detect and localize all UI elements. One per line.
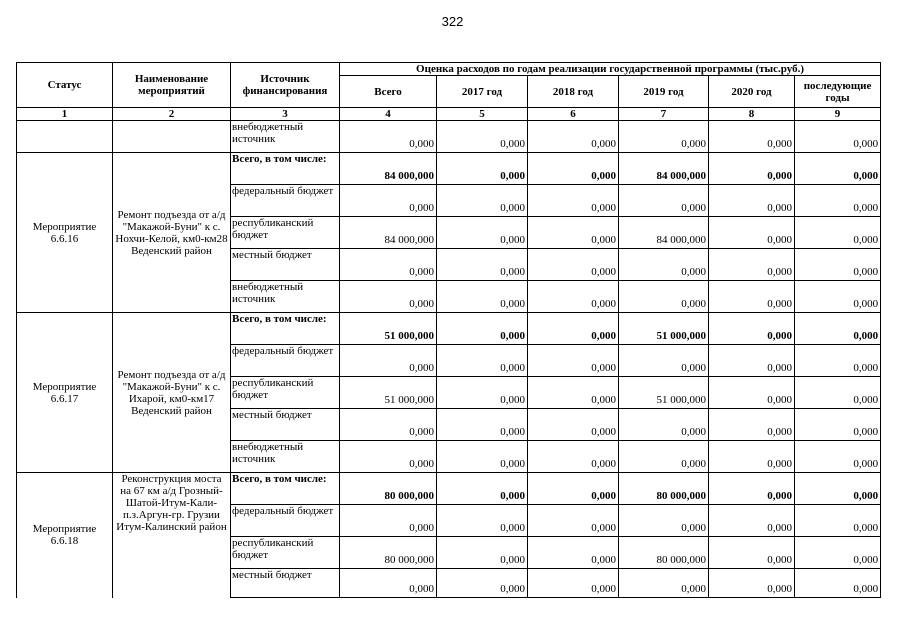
value-cell: 0,000 [619,409,709,441]
value-cell: 84 000,000 [619,153,709,185]
value-cell: 0,000 [795,217,881,249]
table-row [17,473,881,505]
source-cell: местный бюджет [231,249,340,281]
value-cell: 0,000 [437,537,528,569]
header-source: Источник финансирования [231,63,340,108]
source-cell: республиканский бюджет [231,377,340,409]
source-cell: республиканский бюджет [231,217,340,249]
value-cell: 0,000 [795,281,881,313]
value-cell: 0,000 [795,441,881,473]
value-cell: 0,000 [795,249,881,281]
value-cell: 0,000 [528,569,619,598]
value-cell: 0,000 [619,569,709,598]
value-cell: 0,000 [340,281,437,313]
value-cell: 0,000 [795,569,881,598]
source-cell: внебюджетный источник [231,441,340,473]
column-number: 5 [437,108,528,121]
status-cell: Мероприятие 6.6.16 [17,153,113,313]
value-cell: 0,000 [709,249,795,281]
source-cell: внебюджетный источник [231,281,340,313]
source-cell: Всего, в том числе: [231,473,340,505]
value-cell: 0,000 [619,505,709,537]
column-number: 1 [17,108,113,121]
value-cell: 0,000 [528,185,619,217]
value-cell: 0,000 [709,121,795,153]
value-cell: 0,000 [437,217,528,249]
value-cell: 0,000 [340,185,437,217]
value-cell: 0,000 [619,185,709,217]
value-cell: 0,000 [619,345,709,377]
source-cell: республиканский бюджет [231,537,340,569]
header-status: Статус [17,63,113,108]
value-cell: 51 000,000 [340,313,437,345]
value-cell: 0,000 [340,569,437,598]
value-cell: 0,000 [437,505,528,537]
value-cell: 0,000 [528,505,619,537]
value-cell: 0,000 [340,249,437,281]
value-cell: 0,000 [795,505,881,537]
value-cell: 0,000 [437,569,528,598]
column-number: 3 [231,108,340,121]
source-cell: Всего, в том числе: [231,153,340,185]
value-cell: 0,000 [528,473,619,505]
value-cell: 0,000 [709,345,795,377]
value-cell: 0,000 [528,249,619,281]
value-cell: 51 000,000 [340,377,437,409]
value-cell: 0,000 [795,409,881,441]
header-2017: 2017 год [437,76,528,108]
value-cell: 0,000 [795,537,881,569]
value-cell: 0,000 [709,377,795,409]
value-cell: 0,000 [709,409,795,441]
value-cell: 0,000 [528,377,619,409]
value-cell: 0,000 [709,217,795,249]
value-cell: 0,000 [340,345,437,377]
source-cell: местный бюджет [231,409,340,441]
value-cell: 0,000 [795,313,881,345]
column-number: 6 [528,108,619,121]
header-later-years: последующие годы [795,76,881,108]
value-cell: 80 000,000 [619,473,709,505]
value-cell: 0,000 [528,121,619,153]
value-cell: 0,000 [709,505,795,537]
event-name-cell: Реконструкция моста на 67 км а/д Грозный-Шатой-Итум-Кали-п.з.Аргун-гр. Грузии Итум-Калинский район [113,473,231,598]
value-cell: 0,000 [709,185,795,217]
value-cell: 0,000 [528,537,619,569]
value-cell: 0,000 [528,345,619,377]
value-cell: 0,000 [528,409,619,441]
value-cell: 0,000 [437,345,528,377]
value-cell: 0,000 [528,217,619,249]
value-cell: 0,000 [437,441,528,473]
value-cell: 51 000,000 [619,377,709,409]
value-cell: 0,000 [709,441,795,473]
column-number: 4 [340,108,437,121]
header-total: Всего [340,76,437,108]
event-name-cell: Ремонт подъезда от а/д "Макажой-Буни" к с. Ихарой, км0-км17 Веденский район [113,313,231,473]
value-cell: 0,000 [437,313,528,345]
value-cell: 80 000,000 [619,537,709,569]
value-cell: 0,000 [795,345,881,377]
event-name-cell: Ремонт подъезда от а/д "Макажой-Буни" к с. Нохчи-Келой, км0-км28 Веденский район [113,153,231,313]
value-cell: 0,000 [528,441,619,473]
value-cell: 0,000 [340,121,437,153]
source-cell: федеральный бюджет [231,345,340,377]
value-cell: 0,000 [437,249,528,281]
header-name: Наименование мероприятий [113,63,231,108]
column-number: 7 [619,108,709,121]
page-number: 322 [441,14,464,29]
header-estimate: Оценка расходов по годам реализации государственной программы (тыс.руб.) [340,63,881,76]
value-cell: 84 000,000 [340,153,437,185]
value-cell: 0,000 [619,281,709,313]
column-number: 8 [709,108,795,121]
value-cell: 0,000 [437,281,528,313]
value-cell: 0,000 [437,121,528,153]
value-cell: 0,000 [619,121,709,153]
value-cell: 0,000 [795,377,881,409]
value-cell: 0,000 [709,473,795,505]
value-cell: 0,000 [437,153,528,185]
value-cell: 0,000 [437,473,528,505]
value-cell: 0,000 [795,473,881,505]
value-cell: 0,000 [619,249,709,281]
value-cell: 0,000 [528,281,619,313]
value-cell: 0,000 [340,441,437,473]
value-cell: 80 000,000 [340,473,437,505]
column-number: 9 [795,108,881,121]
header-2020: 2020 год [709,76,795,108]
value-cell: 0,000 [795,153,881,185]
value-cell: 84 000,000 [619,217,709,249]
name-cell [113,121,231,153]
value-cell: 0,000 [437,409,528,441]
value-cell: 0,000 [528,153,619,185]
status-cell: Мероприятие 6.6.17 [17,313,113,473]
table-row [17,121,881,153]
value-cell: 51 000,000 [619,313,709,345]
status-cell [17,121,113,153]
source-cell: внебюджетный источник [231,121,340,153]
source-cell: федеральный бюджет [231,505,340,537]
value-cell: 0,000 [709,537,795,569]
value-cell: 0,000 [619,441,709,473]
value-cell: 0,000 [437,377,528,409]
budget-table [16,62,881,598]
value-cell: 0,000 [709,313,795,345]
header-2018: 2018 год [528,76,619,108]
value-cell: 0,000 [709,569,795,598]
value-cell: 0,000 [528,313,619,345]
value-cell: 0,000 [709,281,795,313]
column-number: 2 [113,108,231,121]
source-cell: местный бюджет [231,569,340,598]
table-row [17,313,881,345]
column-number-row [17,108,881,121]
source-cell: Всего, в том числе: [231,313,340,345]
status-cell: Мероприятие 6.6.18 [17,473,113,598]
value-cell: 0,000 [340,505,437,537]
value-cell: 0,000 [795,121,881,153]
value-cell: 0,000 [709,153,795,185]
value-cell: 0,000 [340,409,437,441]
header-2019: 2019 год [619,76,709,108]
value-cell: 80 000,000 [340,537,437,569]
value-cell: 0,000 [437,185,528,217]
source-cell: федеральный бюджет [231,185,340,217]
table-row [17,153,881,185]
value-cell: 84 000,000 [340,217,437,249]
value-cell: 0,000 [795,185,881,217]
